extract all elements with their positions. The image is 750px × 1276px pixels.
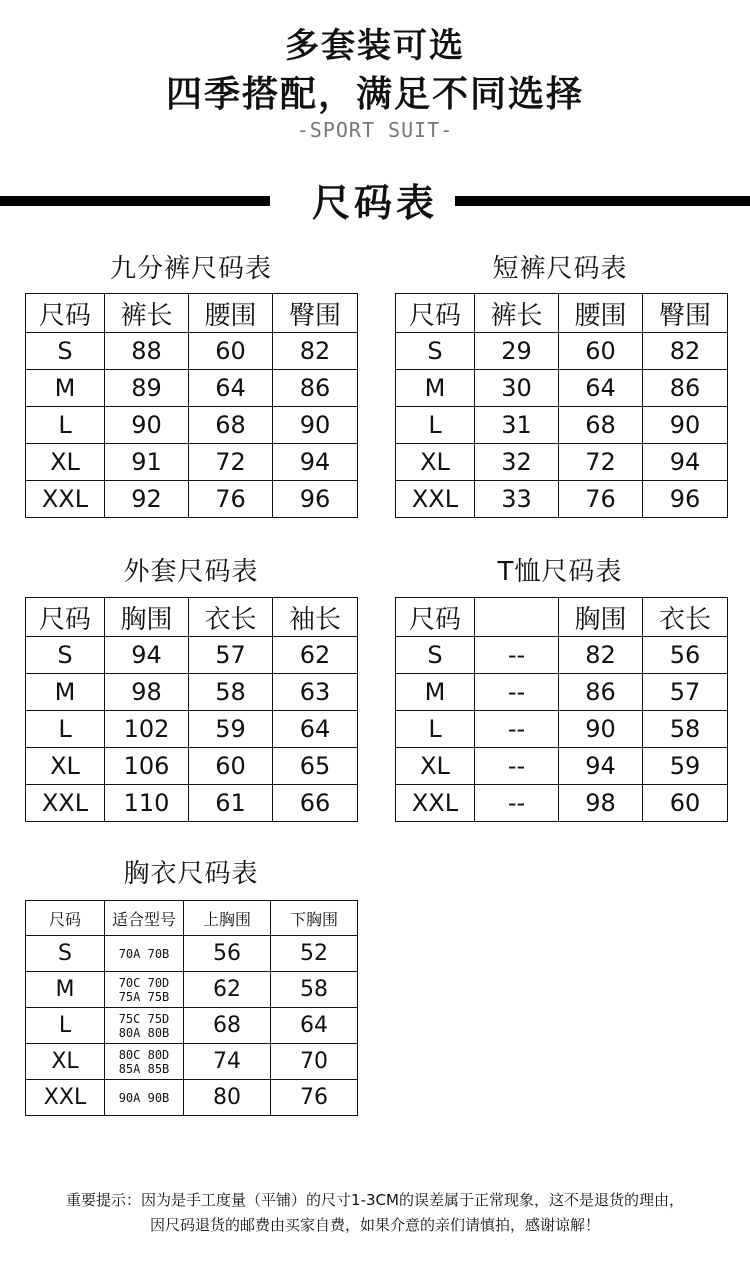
size-cell: M (396, 370, 475, 407)
fit-line: 80C 80D (118, 1047, 170, 1062)
size-cell: XXL (26, 785, 105, 822)
header-cell: 上胸围 (184, 901, 271, 936)
value-cell: 90 (559, 711, 643, 748)
value-cell: 72 (559, 444, 643, 481)
value-cell: 68 (189, 407, 273, 444)
header-cell: 尺码 (396, 294, 475, 333)
jacket-size-table (25, 597, 358, 822)
size-cell: L (26, 407, 105, 444)
table-row (396, 711, 728, 748)
table-row (396, 370, 728, 407)
value-cell: -- (475, 785, 559, 822)
value-cell: 61 (189, 785, 273, 822)
value-cell: 59 (643, 748, 728, 785)
value-cell: 64 (559, 370, 643, 407)
size-cell: L (396, 407, 475, 444)
size-cell: XL (396, 444, 475, 481)
value-cell: 94 (105, 637, 189, 674)
value-cell: 94 (559, 748, 643, 785)
table-row (26, 1008, 358, 1044)
value-cell: 94 (273, 444, 358, 481)
table-row (26, 333, 358, 370)
value-cell: 82 (643, 333, 728, 370)
under-bust-cell: 58 (271, 972, 358, 1008)
size-cell: L (26, 711, 105, 748)
value-cell: 96 (643, 481, 728, 518)
value-cell: 110 (105, 785, 189, 822)
table-row (26, 674, 358, 711)
shorts-size-table (395, 293, 728, 518)
header-cell: 腰围 (189, 294, 273, 333)
value-cell: 86 (559, 674, 643, 711)
table-row (26, 1044, 358, 1080)
table-row (396, 407, 728, 444)
table-row (26, 444, 358, 481)
value-cell: 58 (189, 674, 273, 711)
value-cell: 98 (559, 785, 643, 822)
value-cell: 86 (643, 370, 728, 407)
value-cell: 90 (105, 407, 189, 444)
value-cell: 102 (105, 711, 189, 748)
bra-header-row (26, 901, 358, 936)
size-cell: S (396, 637, 475, 674)
size-cell: XL (26, 1044, 105, 1080)
value-cell: 29 (475, 333, 559, 370)
header-cell: 胸围 (105, 598, 189, 637)
header-cell: 腰围 (559, 294, 643, 333)
value-cell: 32 (475, 444, 559, 481)
pants-size-table (25, 293, 358, 518)
upper-bust-cell: 68 (184, 1008, 271, 1044)
shorts-header-row (396, 294, 728, 333)
header-cell: 尺码 (26, 901, 105, 936)
size-cell: M (26, 370, 105, 407)
size-cell: M (26, 674, 105, 711)
under-bust-cell: 70 (271, 1044, 358, 1080)
notice-line2: 因尺码退货的邮费由买家自费，如果介意的亲们请慎拍，感谢谅解！ (149, 1216, 600, 1234)
header-cell: 胸围 (559, 598, 643, 637)
size-cell: S (26, 333, 105, 370)
fit-line: 85A 85B (118, 1061, 170, 1076)
subtitle: -SPORT SUIT- (296, 118, 454, 142)
header-cell: 臀围 (273, 294, 358, 333)
header-cell: 适合型号 (105, 901, 184, 936)
value-cell: 76 (189, 481, 273, 518)
tshirt-size-table (395, 597, 728, 822)
tshirt-table-title: T恤尺码表 (497, 557, 623, 587)
fit-line: 70A 70B (118, 946, 170, 961)
value-cell: 60 (189, 748, 273, 785)
fit-line: 90A 90B (118, 1090, 170, 1105)
value-cell: 88 (105, 333, 189, 370)
under-bust-cell: 52 (271, 936, 358, 972)
size-cell: S (26, 936, 105, 972)
header-cell: 尺码 (396, 598, 475, 637)
table-row (26, 936, 358, 972)
bra-size-table (25, 900, 358, 1116)
value-cell: 64 (189, 370, 273, 407)
value-cell: 64 (273, 711, 358, 748)
size-cell: M (396, 674, 475, 711)
notice-line1: 重要提示：因为是手工度量（平铺）的尺寸1-3CM的误差属于正常现象，这不是退货的理由， (66, 1191, 684, 1209)
jacket-table-title: 外套尺码表 (123, 557, 259, 587)
size-cell: L (396, 711, 475, 748)
size-cell: XXL (396, 481, 475, 518)
size-cell: S (396, 333, 475, 370)
header-cell (475, 598, 559, 637)
size-cell: XXL (26, 1080, 105, 1116)
header-cell: 袖长 (273, 598, 358, 637)
value-cell: 31 (475, 407, 559, 444)
value-cell: 33 (475, 481, 559, 518)
table-row (26, 972, 358, 1008)
value-cell: 91 (105, 444, 189, 481)
value-cell: 59 (189, 711, 273, 748)
fit-line: 70C 70D (118, 975, 170, 990)
value-cell: 62 (273, 637, 358, 674)
fit-cell (105, 1008, 184, 1044)
jacket-header-row (26, 598, 358, 637)
value-cell: 76 (559, 481, 643, 518)
upper-bust-cell: 56 (184, 936, 271, 972)
size-cell: XL (26, 444, 105, 481)
value-cell: 90 (273, 407, 358, 444)
table-row (396, 444, 728, 481)
headline-line2: 四季搭配，满足不同选择 (165, 74, 584, 115)
fit-line: 75A 75B (118, 989, 170, 1004)
table-row (26, 481, 358, 518)
header-cell: 尺码 (26, 598, 105, 637)
table-row (26, 370, 358, 407)
value-cell: 60 (189, 333, 273, 370)
under-bust-cell: 64 (271, 1008, 358, 1044)
fit-cell (105, 972, 184, 1008)
value-cell: 82 (559, 637, 643, 674)
section-title: 尺码表 (311, 181, 438, 225)
value-cell: 106 (105, 748, 189, 785)
fit-line: 75C 75D (118, 1011, 170, 1026)
value-cell: 66 (273, 785, 358, 822)
header-cell: 臀围 (643, 294, 728, 333)
header-cell: 裤长 (105, 294, 189, 333)
table-row (396, 785, 728, 822)
size-cell: L (26, 1008, 105, 1044)
fit-cell (105, 1044, 184, 1080)
value-cell: 60 (643, 785, 728, 822)
value-cell: -- (475, 674, 559, 711)
value-cell: 60 (559, 333, 643, 370)
bra-table-title: 胸衣尺码表 (123, 859, 259, 889)
table-row (26, 711, 358, 748)
table-row (396, 674, 728, 711)
value-cell: -- (475, 748, 559, 785)
fit-cell (105, 936, 184, 972)
size-cell: M (26, 972, 105, 1008)
value-cell: 98 (105, 674, 189, 711)
size-cell: XL (26, 748, 105, 785)
fit-cell (105, 1080, 184, 1116)
upper-bust-cell: 62 (184, 972, 271, 1008)
value-cell: -- (475, 637, 559, 674)
table-row (396, 748, 728, 785)
header-cell: 下胸围 (271, 901, 358, 936)
pants-table-title: 九分裤尺码表 (109, 254, 272, 284)
value-cell: 30 (475, 370, 559, 407)
upper-bust-cell: 74 (184, 1044, 271, 1080)
size-cell: XL (396, 748, 475, 785)
pants-header-row (26, 294, 358, 333)
value-cell: 56 (643, 637, 728, 674)
size-cell: XXL (26, 481, 105, 518)
fit-line: 80A 80B (118, 1025, 170, 1040)
tshirt-header-row (396, 598, 728, 637)
value-cell: 58 (643, 711, 728, 748)
value-cell: 94 (643, 444, 728, 481)
under-bust-cell: 76 (271, 1080, 358, 1116)
table-row (26, 785, 358, 822)
value-cell: 89 (105, 370, 189, 407)
table-row (396, 333, 728, 370)
headline-line1: 多套装可选 (285, 26, 465, 66)
table-row (26, 637, 358, 674)
table-row (26, 1080, 358, 1116)
size-cell: S (26, 637, 105, 674)
value-cell: 86 (273, 370, 358, 407)
value-cell: 57 (643, 674, 728, 711)
header-cell: 裤长 (475, 294, 559, 333)
value-cell: 57 (189, 637, 273, 674)
value-cell: 65 (273, 748, 358, 785)
header-cell: 尺码 (26, 294, 105, 333)
value-cell: 72 (189, 444, 273, 481)
value-cell: 82 (273, 333, 358, 370)
table-row (26, 407, 358, 444)
value-cell: 68 (559, 407, 643, 444)
header-cell: 衣长 (643, 598, 728, 637)
value-cell: 92 (105, 481, 189, 518)
value-cell: 96 (273, 481, 358, 518)
table-row (26, 748, 358, 785)
upper-bust-cell: 80 (184, 1080, 271, 1116)
value-cell: -- (475, 711, 559, 748)
shorts-table-title: 短裤尺码表 (492, 254, 628, 284)
header-cell: 衣长 (189, 598, 273, 637)
size-cell: XXL (396, 785, 475, 822)
table-row (396, 637, 728, 674)
value-cell: 90 (643, 407, 728, 444)
value-cell: 63 (273, 674, 358, 711)
table-row (396, 481, 728, 518)
